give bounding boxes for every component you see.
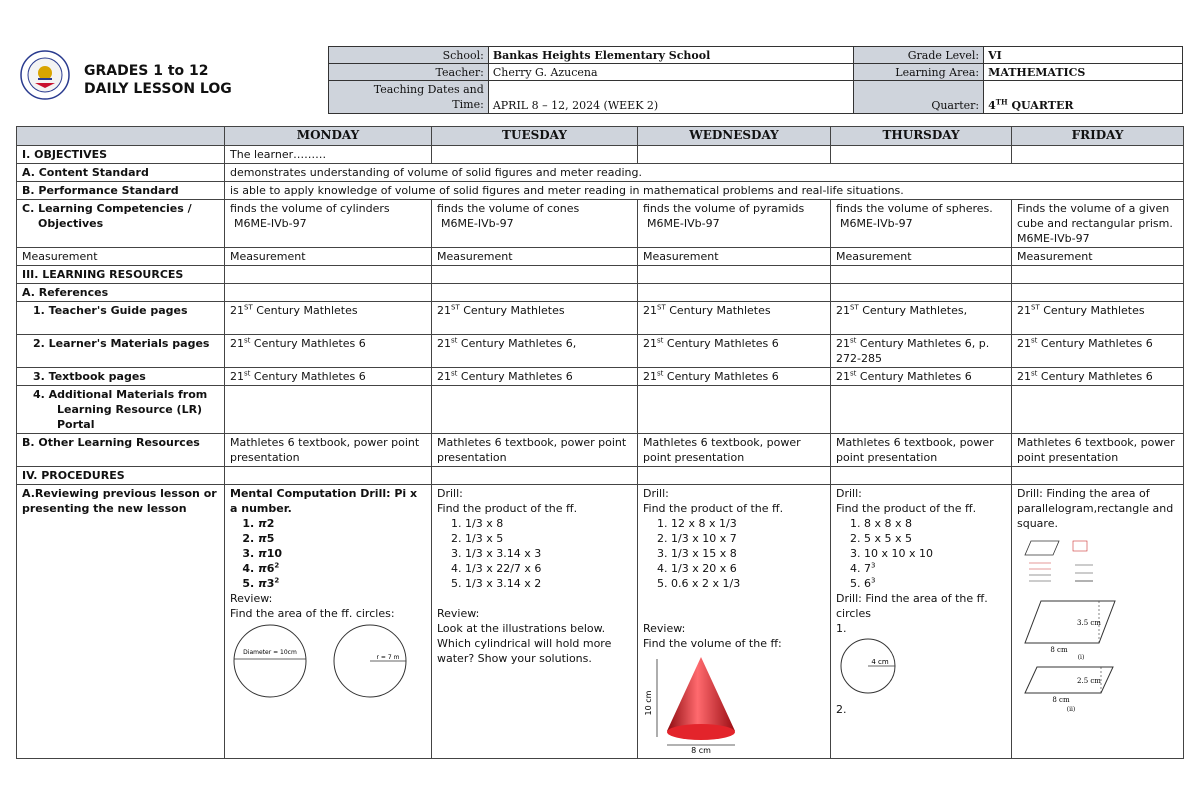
tg-num: 21 [1017,304,1031,317]
competency-wednesday [638,200,831,248]
procedures-label: IV. PROCEDURES [17,467,225,485]
dates-label [329,81,489,114]
school-label: School: [329,47,489,64]
school-value: Bankas Heights Elementary School [488,47,853,64]
competency-code: M6ME-IVb-97 [647,217,720,230]
circle2-label: r = 7 m [376,654,400,661]
empty-cell [1012,146,1184,164]
empty-cell [831,266,1012,284]
measurement-monday: Measurement [225,248,432,266]
header-info-table [328,46,1183,114]
item-text: 10 [266,547,283,560]
p1-height-label: 3.5 cm [1077,619,1101,627]
quarter-value [984,81,1183,114]
tg-sup: ST [1031,303,1040,312]
list-item: 1. 1/3 x 8 [465,516,632,531]
review-wednesday [638,485,831,759]
item-text: 3 [266,577,275,590]
cone-height-label: 10 cm [644,690,653,716]
p1-width-label: 8 cm [1050,646,1068,654]
competency-friday [1012,200,1184,248]
thu-drill2: Drill: Find the area of the ff. circles [836,592,988,620]
lesson-log-table [16,126,1184,759]
title-line-2: DAILY LESSON LOG [84,81,232,97]
additional-label-2: Learning Resource (LR) Portal [57,403,203,431]
item-sup: 2 [274,576,280,585]
mon-review: Review: [230,592,273,605]
cone-figure [643,651,753,753]
empty-cell [831,146,1012,164]
tb-thursday [831,368,1012,386]
review-row [17,485,1184,759]
empty-cell [638,266,831,284]
empty-cell [432,266,638,284]
teacher-label: Teacher: [329,64,489,81]
tue-drill: Drill: [437,487,463,500]
review-friday [1012,485,1184,759]
measurement-tuesday: Measurement [432,248,638,266]
learners-materials-row [17,335,1184,368]
day-wednesday: WEDNESDAY [638,127,831,146]
day-friday: FRIDAY [1012,127,1184,146]
tb-sup: st [850,369,857,378]
review-thursday [831,485,1012,759]
list-item: 2. 1/3 x 5 [465,531,632,546]
tb-sup: st [244,369,251,378]
title-line-1: GRADES 1 to 12 [84,63,209,79]
list-item: 3. 1/3 x 3.14 x 3 [465,546,632,561]
mon-drill-list [230,516,426,591]
tb-text: Century Mathletes 6 [457,370,573,383]
list-item [258,576,426,591]
cone-width-label: 8 cm [691,746,711,753]
empty-cell [432,386,638,434]
tb-text: Century Mathletes 6 [663,370,779,383]
empty-cell [638,146,831,164]
tue-review-text: Look at the illustrations below. Which cylindrical will hold more water? Show your solutions. [437,622,612,665]
quarter-label: Quarter: [854,81,984,114]
list-item: 5. 1/3 x 3.14 x 2 [465,576,632,591]
tg-tuesday [432,302,638,335]
spacer [437,591,632,606]
lm-tuesday [432,335,638,368]
empty-cell [831,386,1012,434]
list-item: 2. 1/3 x 10 x 7 [671,531,825,546]
thu-num-2: 2. [836,703,847,716]
empty-cell [1012,386,1184,434]
circle-diameter [234,625,306,697]
list-item: 3. 1/3 x 15 x 8 [671,546,825,561]
empty-cell [1012,266,1184,284]
competency-text: finds the volume of cylinders [230,202,390,215]
thu-drill-text: Find the product of the ff. [836,502,977,515]
list-item [258,561,426,576]
list-item [864,576,1006,591]
competencies-label [17,200,225,248]
competency-code: M6ME-IVb-97 [1017,232,1090,245]
tb-num: 21 [437,370,451,383]
performance-standard-text: is able to apply knowledge of volume of solid figures and meter reading in mathematical problems and real-life situations. [225,182,1184,200]
fri-drill: Drill: Finding the area of parallelogram,rectangle and square. [1017,487,1174,530]
tb-num: 21 [1017,370,1031,383]
item-sup: 3 [871,561,876,570]
lm-sup: st [850,336,857,345]
wed-drill: Drill: [643,487,669,500]
tg-thursday [831,302,1012,335]
list-item: 2. 5 x 5 x 5 [864,531,1006,546]
tg-num: 21 [230,304,244,317]
tue-drill-list [437,516,632,591]
lm-num: 21 [1017,337,1031,350]
tg-num: 21 [643,304,657,317]
pi-symbol: π [258,577,267,590]
list-item: 3. 10 x 10 x 10 [864,546,1006,561]
competencies-label-1: C. Learning Competencies / [22,202,192,215]
thu-circle-figure [836,636,906,698]
tg-friday [1012,302,1184,335]
other-resources-label: B. Other Learning Resources [17,434,225,467]
cone-base [667,724,735,740]
empty-cell [1012,284,1184,302]
fri-parallelograms-figure [1019,597,1119,717]
item-text: 6 [266,562,275,575]
quarter-sup: TH [995,97,1008,107]
review-label: A.Reviewing previous lesson or presenting the new lesson [17,485,225,759]
dates-label-2: Time: [452,98,484,111]
tg-text: Century Mathletes, [858,304,968,317]
tb-friday [1012,368,1184,386]
tb-text: Century Mathletes 6 [856,370,972,383]
item-text: 5 [266,532,275,545]
lm-friday [1012,335,1184,368]
tb-sup: st [451,369,458,378]
circle1-label: Diameter = 10cm [243,649,297,656]
list-item [864,561,1006,576]
lm-wednesday [638,335,831,368]
tg-sup: ST [657,303,666,312]
list-item: 1. 8 x 8 x 8 [864,516,1006,531]
empty-cell [432,284,638,302]
p1-number: (i) [1077,654,1085,661]
area-label: Learning Area: [854,64,984,81]
item-text: 7 [864,562,871,575]
resources-label: III. LEARNING RESOURCES [17,266,225,284]
resources-row [17,266,1184,284]
competency-text: finds the volume of spheres. [836,202,993,215]
document-title [84,62,232,98]
tb-tuesday [432,368,638,386]
additional-materials-label [17,386,225,434]
pi-symbol: π [258,532,267,545]
content-standard-row [17,164,1184,182]
lm-sup: st [451,336,458,345]
lm-sup: st [244,336,251,345]
tg-num: 21 [836,304,850,317]
tg-text: Century Mathletes [665,304,771,317]
list-item [258,546,426,561]
empty-cell [225,386,432,434]
other-thursday: Mathletes 6 textbook, power point presentation [831,434,1012,467]
references-label: A. References [17,284,225,302]
lm-text: Century Mathletes 6 [663,337,779,350]
objectives-monday: The learner……… [225,146,432,164]
item-sup: 3 [871,576,876,585]
list-item [258,531,426,546]
tb-sup: st [1031,369,1038,378]
list-item [258,516,426,531]
other-friday: Mathletes 6 textbook, power point presentation [1012,434,1184,467]
grade-label: Grade Level: [854,47,984,64]
parallelogram-1 [1025,601,1115,643]
tb-num: 21 [643,370,657,383]
additional-label-1: 4. Additional Materials from [33,388,208,401]
thumbnail-bg [1021,535,1107,593]
area-value: MATHEMATICS [984,64,1183,81]
additional-materials-row [17,386,1184,434]
measurement-label: Measurement [17,248,225,266]
tb-num: 21 [230,370,244,383]
quarter-rest: QUARTER [1007,99,1074,112]
other-tuesday: Mathletes 6 textbook, power point presentation [432,434,638,467]
wed-review-text: Find the volume of the ff: [643,637,782,650]
p2-height-label: 2.5 cm [1077,677,1101,685]
other-wednesday: Mathletes 6 textbook, power point presentation [638,434,831,467]
competency-text: finds the volume of cones [437,202,580,215]
day-tuesday: TUESDAY [432,127,638,146]
pi-symbol: π [258,517,267,530]
performance-standard-label: B. Performance Standard [17,182,225,200]
thu-num-1: 1. [836,622,847,635]
lm-text: Century Mathletes 6, [457,337,577,350]
other-resources-row [17,434,1184,467]
tg-sup: ST [451,303,460,312]
thu-circle-label: 4 cm [871,658,889,666]
lm-num: 21 [230,337,244,350]
lm-num: 21 [836,337,850,350]
tg-text: Century Mathletes [252,304,358,317]
tb-monday [225,368,432,386]
pi-symbol: π [258,547,267,560]
tg-sup: ST [244,303,253,312]
p2-width-label: 8 cm [1052,696,1070,704]
competency-text: Finds the volume of a given cube and rectangular prism. [1017,202,1173,230]
thu-drill-list [836,516,1006,591]
objectives-row [17,146,1184,164]
review-monday [225,485,432,759]
tb-wednesday [638,368,831,386]
empty-cell [225,266,432,284]
empty-cell [638,386,831,434]
empty-cell [831,284,1012,302]
teachers-guide-label: 1. Teacher's Guide pages [17,302,225,335]
day-thursday: THURSDAY [831,127,1012,146]
day-header-row [17,127,1184,146]
empty-cell [225,284,432,302]
tb-text: Century Mathletes 6 [250,370,366,383]
lm-num: 21 [643,337,657,350]
lm-text: Century Mathletes 6 [1037,337,1153,350]
competency-code: M6ME-IVb-97 [441,217,514,230]
tb-num: 21 [836,370,850,383]
measurement-wednesday: Measurement [638,248,831,266]
dates-label-1: Teaching Dates and [373,83,484,96]
fri-thumbnail-figure [1021,535,1107,593]
textbook-row [17,368,1184,386]
references-row [17,284,1184,302]
measurement-thursday: Measurement [831,248,1012,266]
content-standard-text: demonstrates understanding of volume of solid figures and meter reading. [225,164,1184,182]
lm-thursday [831,335,1012,368]
list-item: 4. 1/3 x 20 x 6 [671,561,825,576]
p2-number: (ii) [1066,706,1076,713]
tb-text: Century Mathletes 6 [1037,370,1153,383]
measurement-row [17,248,1184,266]
day-monday: MONDAY [225,127,432,146]
competency-code: M6ME-IVb-97 [840,217,913,230]
tg-text: Century Mathletes [1039,304,1145,317]
list-item: 1. 12 x 8 x 1/3 [671,516,825,531]
empty-cell [432,146,638,164]
lm-sup: st [1031,336,1038,345]
review-tuesday [432,485,638,759]
competencies-row [17,200,1184,248]
tg-wednesday [638,302,831,335]
competency-thursday [831,200,1012,248]
other-monday: Mathletes 6 textbook, power point presentation [225,434,432,467]
competency-monday [225,200,432,248]
tb-sup: st [657,369,664,378]
spacer [643,591,825,621]
lm-monday [225,335,432,368]
measurement-friday: Measurement [1012,248,1184,266]
deped-seal-logo [20,50,70,100]
pi-symbol: π [258,562,267,575]
competency-code: M6ME-IVb-97 [234,217,307,230]
competency-tuesday [432,200,638,248]
wed-drill-list [643,516,825,591]
learners-materials-label: 2. Learner's Materials pages [17,335,225,368]
empty-cell [432,467,638,485]
teachers-guide-row [17,302,1184,335]
teacher-value: Cherry G. Azucena [488,64,853,81]
lm-num: 21 [437,337,451,350]
empty-cell [831,467,1012,485]
tg-sup: ST [850,303,859,312]
list-item: 5. 0.6 x 2 x 1/3 [671,576,825,591]
item-text: 2 [266,517,275,530]
empty-cell [1012,467,1184,485]
empty-cell [638,284,831,302]
quarter-num: 4 [988,99,996,112]
tg-monday [225,302,432,335]
competencies-label-2: Objectives [38,217,104,230]
wed-drill-text: Find the product of the ff. [643,502,784,515]
grade-value: VI [984,47,1183,64]
mon-circles-figure [230,621,420,699]
empty-cell [638,467,831,485]
corner-cell [17,127,225,146]
competency-text: finds the volume of pyramids [643,202,805,215]
procedures-row [17,467,1184,485]
performance-standard-row [17,182,1184,200]
lm-text: Century Mathletes 6 [250,337,366,350]
wed-review: Review: [643,622,686,635]
dates-value: APRIL 8 – 12, 2024 (WEEK 2) [488,81,853,114]
mon-drill-title: Mental Computation Drill: Pi x a number. [230,487,418,515]
thu-drill: Drill: [836,487,862,500]
item-sup: 2 [274,561,280,570]
tg-text: Century Mathletes [459,304,565,317]
item-text: 6 [864,577,871,590]
empty-cell [225,467,432,485]
tg-num: 21 [437,304,451,317]
content-standard-label: A. Content Standard [17,164,225,182]
tue-drill-text: Find the product of the ff. [437,502,578,515]
lm-text: Century Mathletes 6, p. 272-285 [836,337,990,365]
mon-review-text: Find the area of the ff. circles: [230,607,395,620]
lm-sup: st [657,336,664,345]
tue-review: Review: [437,607,480,620]
textbook-label: 3. Textbook pages [17,368,225,386]
list-item: 4. 1/3 x 22/7 x 6 [465,561,632,576]
objectives-label: I. OBJECTIVES [17,146,225,164]
